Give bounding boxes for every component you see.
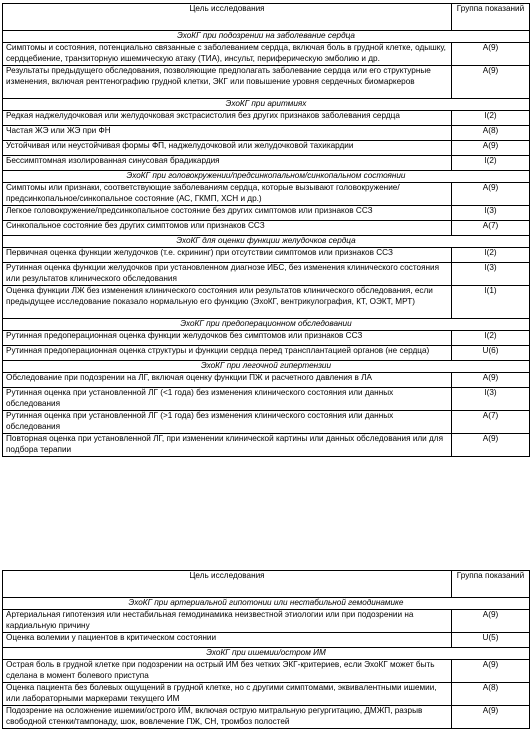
column-header-group: Группа показаний	[452, 4, 530, 31]
table-row	[3, 248, 530, 263]
row-text: Легкое головокружение/предсинкопальное состояние без других симптомов или признаков ССЗ	[3, 206, 452, 221]
row-text: Рутинная предоперационная оценка структуры и функции сердца перед трансплантацией органов (не сердца)	[3, 346, 452, 361]
row-text: Рутинная оценка функции желудочков при установленном диагнозе ИБС, без изменения клинического состояния или результатов клинического обследования	[3, 263, 452, 286]
row-text: Оценка волемии у пациентов в критическом состоянии	[3, 633, 452, 648]
row-value: A(9)	[452, 66, 530, 99]
table-row	[3, 660, 530, 683]
section-title: ЭхоКГ при подозрении на заболевание сердца	[3, 31, 530, 43]
table-row	[3, 263, 530, 286]
table-row	[3, 346, 530, 361]
table-row	[3, 141, 530, 156]
table-row	[3, 331, 530, 346]
row-value: A(9)	[452, 141, 530, 156]
table-row	[3, 633, 530, 648]
row-value: I(3)	[452, 388, 530, 411]
table-row	[3, 43, 530, 66]
row-value: U(5)	[452, 633, 530, 648]
row-value: I(2)	[452, 248, 530, 263]
row-text: Первичная оценка функции желудочков (т.е. скрининг) при отсутствии симптомов или признаков ССЗ	[3, 248, 452, 263]
row-text: Симптомы или признаки, соответствующие заболеваниям сердца, которые вызывают головокружение/предсинкопальное/синкопальное состояние (АС, ГКМП, ХСН и др.)	[3, 183, 452, 206]
row-text: Бессимптомная изолированная синусовая брадикардия	[3, 156, 452, 171]
row-text: Обследование при подозрении на ЛГ, включая оценку функции ПЖ и расчетного давления в ЛА	[3, 373, 452, 388]
section-title: ЭхоКГ при артериальной гипотонии или нестабильной гемодинамике	[3, 598, 530, 610]
table-row	[3, 286, 530, 319]
section-title: ЭхоКГ при аритмиях	[3, 99, 530, 111]
table-row	[3, 706, 530, 729]
row-text: Симптомы и состояния, потенциально связанные с заболеванием сердца, включая боль в грудной клетке, одышку, сердцебиение, транзиторную ишемическую атаку (ТИА), инсульт, периферическую эмболию и др.	[3, 43, 452, 66]
table-row	[3, 126, 530, 141]
section-title: ЭхоКГ для оценки функции желудочков сердца	[3, 236, 530, 248]
table-row	[3, 111, 530, 126]
row-text: Оценка функции ЛЖ без изменения клинического состояния или результатов клинического обследования, если предыдущее исследование показало нормальную его функцию (ЭхоКГ, вентрикулография, КТ, ОЭКТ, МРТ)	[3, 286, 452, 319]
section-title: ЭхоКГ при легочной гипертензии	[3, 361, 530, 373]
row-value: A(7)	[452, 411, 530, 434]
table-row	[3, 610, 530, 633]
row-text: Рутинная оценка при установленной ЛГ (>1 года) без изменения клинического состояния или данных обследования	[3, 411, 452, 434]
row-text: Рутинная оценка при установленной ЛГ (<1 года) без изменения клинического состояния или данных обследования	[3, 388, 452, 411]
column-header-purpose: Цель исследования	[3, 571, 452, 598]
table-row	[3, 221, 530, 236]
row-value: A(9)	[452, 434, 530, 457]
row-value: I(3)	[452, 263, 530, 286]
row-value: A(9)	[452, 610, 530, 633]
table-row	[3, 183, 530, 206]
section-title: ЭхоКГ при головокружении/предсинкопальном/синкопальном состоянии	[3, 171, 530, 183]
column-header-purpose: Цель исследования	[3, 4, 452, 31]
row-text: Подозрение на осложнение ишемии/острого ИМ, включая острую митральную регургитацию, ДМЖП, разрыв свободной стенки/тампонаду, шок, вовлечение ПЖ, СН, тромбоз полостей	[3, 706, 452, 729]
table-row	[3, 411, 530, 434]
row-text: Редкая наджелудочковая или желудочковая экстрасистолия без других признаков заболевания сердца	[3, 111, 452, 126]
row-value: A(9)	[452, 706, 530, 729]
table-row	[3, 206, 530, 221]
table-row	[3, 66, 530, 99]
row-value: A(9)	[452, 660, 530, 683]
section-title: ЭхоКГ при ишемии/остром ИМ	[3, 648, 530, 660]
row-value: I(3)	[452, 206, 530, 221]
row-value: I(2)	[452, 111, 530, 126]
row-value: U(6)	[452, 346, 530, 361]
row-value: A(8)	[452, 683, 530, 706]
row-value: A(9)	[452, 43, 530, 66]
row-text: Артериальная гипотензия или нестабильная гемодинамика неизвестной этиологии или при подозрении на кардиальную причину	[3, 610, 452, 633]
indications-table-2	[2, 570, 530, 729]
table-row	[3, 683, 530, 706]
row-text: Устойчивая или неустойчивая формы ФП, наджелудочковой или желудочковой тахикардии	[3, 141, 452, 156]
row-value: A(7)	[452, 221, 530, 236]
row-value: A(8)	[452, 126, 530, 141]
row-value: A(9)	[452, 373, 530, 388]
table-row	[3, 373, 530, 388]
indications-table-1	[2, 3, 530, 457]
row-value: I(2)	[452, 331, 530, 346]
row-text: Частая ЖЭ или ЖЭ при ФН	[3, 126, 452, 141]
row-value: I(1)	[452, 286, 530, 319]
table-row	[3, 156, 530, 171]
row-value: A(9)	[452, 183, 530, 206]
row-text: Повторная оценка при установленной ЛГ, при изменении клинической картины или данных обследования или для подбора терапии	[3, 434, 452, 457]
section-title: ЭхоКГ при предоперационном обследовании	[3, 319, 530, 331]
row-text: Рутинная предоперационная оценка функции желудочков без симптомов или признаков ССЗ	[3, 331, 452, 346]
row-text: Результаты предыдущего обследования, позволяющие предполагать заболевание сердца или его структурные изменения, включая рентгенографию грудной клетки, ЭКГ или повышение уровня сердечных биомаркеров	[3, 66, 452, 99]
row-text: Синкопальное состояние без других симптомов или признаков ССЗ	[3, 221, 452, 236]
table-row	[3, 388, 530, 411]
row-text: Оценка пациента без болевых ощущений в грудной клетке, но с другими симптомами, эквивалентными ишемии, или лабораторными маркерами текущего ИМ	[3, 683, 452, 706]
row-text: Острая боль в грудной клетке при подозрении на острый ИМ без четких ЭКГ-критериев, если ЭхоКГ может быть сделана в момент болевого приступа	[3, 660, 452, 683]
column-header-group: Группа показаний	[452, 571, 530, 598]
row-value: I(2)	[452, 156, 530, 171]
table-row	[3, 434, 530, 457]
